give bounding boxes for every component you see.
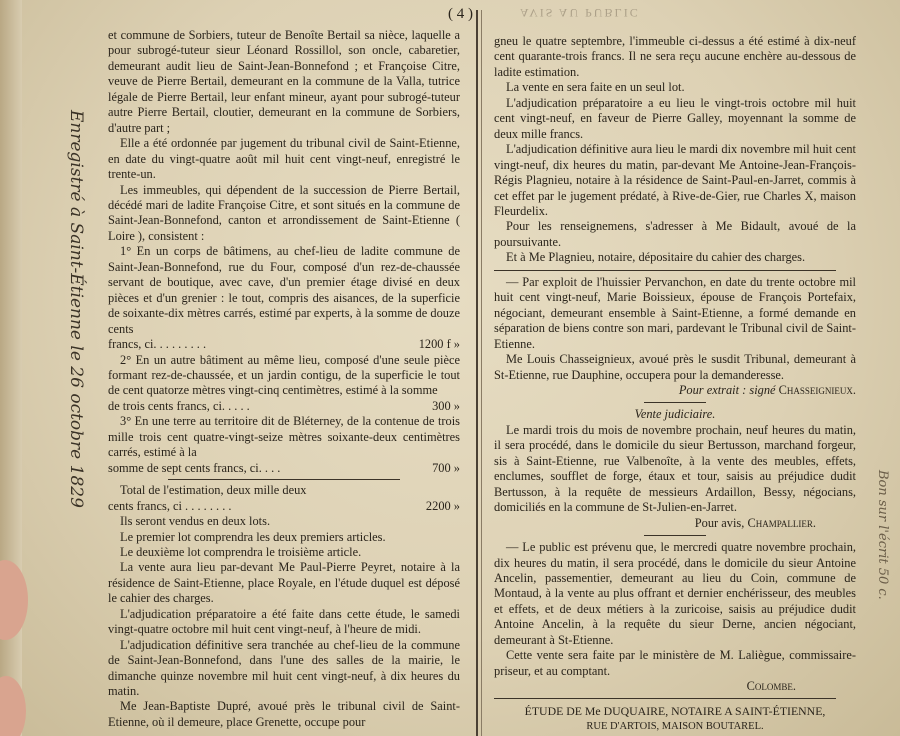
item-3-text: 3° En une terre au territoire dit de Bléterney, de la contenue de trois mille trois cent quatre-vingt-seize mètres soixante-deux centimètres carrés, estimé à la (108, 414, 460, 460)
margin-note-right-text: Bon sur l'écrit 50 c. (875, 470, 890, 600)
signature-prefix: Pour avis, (694, 515, 745, 530)
footer-subheading: RUE D'ARTOIS, MAISON BOUTAREL. (586, 721, 764, 733)
right-paragraph: Me Louis Chasseignieux, avoué près le susdit Tribunal, demeurant à St-Etienne, rue Dauphine, occupera pour la demanderesse. (494, 352, 856, 382)
total-last: cents francs, ci . . . . . . . . (108, 498, 232, 513)
item-1-text: 1° En un corps de bâtimens, au chef-lieu de ladite commune de Saint-Jean-Bonnefond, rue du Four, composé d'un rez-de-chaussée servant de boutique, avec cave, d'un premier étage divisé en deux pièces et d'un grenier : le tout, compris des aisances, de la superficie de soixante-dix mètres carrés, estimé par experts, à la somme de douze cents (108, 244, 460, 336)
item-2-last: de trois cents francs, ci. . . . . (108, 398, 250, 413)
signature-prefix: Pour extrait : signé (678, 382, 776, 397)
total-rule (168, 479, 400, 480)
left-paragraph: Le deuxième lot comprendra le troisième article. (120, 544, 362, 559)
right-paragraph: gneu le quatre septembre, l'immeuble ci-dessus a été estimé à dix-neuf cent quarante-trois francs. Il ne sera reçu aucune enchère au-dessous de ladite estimation. (494, 34, 856, 79)
column-gutter-shadow (481, 10, 482, 736)
signature-name: Chasseignieux. (778, 382, 856, 397)
left-column (108, 28, 460, 730)
left-paragraph: Elle a été ordonnée par jugement du tribunal civil de Saint-Etienne, en date du vingt-quatre août mil huit cent vingt-neuf, enregistré le trente-un. (108, 136, 460, 182)
column-gutter (476, 10, 478, 736)
right-paragraph: — Le public est prévenu que, le mercredi quatre novembre prochain, dix heures du matin, il sera procédé, dans le domicile du sieur Antoine Ancelin, passementier, demeurant au lieu du Coin, commune de Montaud, à la vente au plus offrant et dernier enchérisseur, des meubles et effets, et de deux métiers à la zuricoise, saisis au préjudice dudit Antoine Ancelin, à la requête du sieur Derne, ancien négociant, demeurant à St-Etienne. (494, 540, 856, 647)
section-divider (644, 402, 706, 403)
item-3-amount: 700 » (432, 460, 460, 475)
section-heading (494, 407, 856, 422)
left-paragraph: La vente aura lieu par-devant Me Paul-Pierre Peyret, notaire à la résidence de Saint-Etienne, place Royale, en l'étude duquel est déposé le cahier des charges. (108, 560, 460, 606)
right-paragraph: Cette vente sera faite par le ministère de M. Laliègue, commissaire-priseur, et au comptant. (494, 648, 856, 678)
left-paragraph: et commune de Sorbiers, tuteur de Benoîte Bertail sa nièce, laquelle a pour subrogé-tuteur sieur Léonard Rossillol, son oncle, cabaretier, demeurant audit lieu de Saint-Jean-Bonnefond ; et Françoise Citre, veuve de Pierre Bertail, demeurant en la commune de la Valla, tutrice légale de Pierre Bertail, leur enfant mineur, ayant pour subrogé-tuteur autre Pierre Bertail, cloutier, demeurant en la commune de Sorbiers, d'autre part ; (108, 28, 460, 135)
item-3-amount-line (108, 461, 460, 476)
left-paragraph: Me Jean-Baptiste Dupré, avoué près le tribunal civil de Saint-Etienne, où il demeure, place Grenette, occupe pour (108, 699, 460, 729)
right-paragraph: L'adjudication définitive aura lieu le mardi dix novembre mil huit cent vingt-neuf, dix heures du matin, par-devant Me Antoine-Jean-François-Régis Plagnieu, notaire à la résidence de Saint-Paul-en-Jarret, commis à cet effet par le jugement prédaté, à Rive-de-Gier, rue Charles X, maison Fleurdelix. (494, 142, 856, 218)
item-1-amount-line (108, 337, 460, 352)
right-paragraph: Et à Me Plagnieu, notaire, dépositaire du cahier des charges. (506, 250, 806, 265)
thumb-top (0, 560, 28, 640)
section-divider (644, 535, 706, 536)
left-paragraph: L'adjudication définitive sera tranchée au chef-lieu de la commune de Saint-Jean-Bonnefond, dans l'une des salles de la mairie, le dimanche quinze novembre mil huit cent vingt-neuf, à dix heures du matin. (108, 637, 460, 699)
right-paragraph: La vente en sera faite en un seul lot. (506, 80, 685, 95)
total-amount: 2200 » (425, 498, 460, 513)
page-number: ( 4 ) (448, 6, 473, 22)
handwritten-margin-note (64, 110, 94, 530)
signature-name: Champallier. (747, 515, 816, 530)
section-divider (494, 270, 836, 271)
signature-name: Colombe. (746, 679, 796, 694)
right-paragraph: L'adjudication préparatoire a eu lieu le vingt-trois octobre mil huit cent vingt-neuf, en faveur de Pierre Galley, moyennant la somme de deux mille francs. (494, 95, 856, 141)
footer-heading: ÉTUDE DE Me DUQUAIRE, NOTAIRE A SAINT-ÉTIENNE, (524, 703, 826, 718)
total-text: Total de l'estimation, deux mille deux (120, 483, 307, 498)
right-column (494, 34, 856, 734)
right-paragraph: — Par exploit de l'huissier Pervanchon, en date du trente octobre mil huit cent vingt-neuf, Marie Boissieux, épouse de François Portefaix, négociant, demeurant ensemble à Saint-Etienne, a formé demande en séparation de biens contre son mari, pardevant le Tribunal civil de Saint-Etienne. (494, 274, 856, 351)
item-2-amount-line (108, 399, 460, 414)
left-paragraph: L'adjudication préparatoire a été faite dans cette étude, le samedi vingt-quatre octobre mil huit cent vingt-neuf, à l'heure de midi. (108, 606, 460, 637)
bleed-through-text: AVIS AU PUBLIC (520, 6, 640, 20)
right-paragraph: Pour les renseignemens, s'adresser à Me Bidault, avoué de la poursuivante. (494, 219, 856, 249)
handwritten-right-margin (874, 470, 894, 690)
left-paragraph: Le premier lot comprendra les deux premiers articles. (120, 529, 386, 544)
item-1-amount: 1200 f » (418, 337, 460, 352)
signature-line (494, 383, 856, 398)
item-2-amount: 300 » (432, 398, 460, 413)
item-1-last: francs, ci. . . . . . . . . (108, 337, 207, 352)
item-2-text: 2° En un autre bâtiment au même lieu, composé d'une seule pièce formant rez-de-chaussée, et un jardin contigu, de la superficie le tout de cent quatorze mètres vingt-cinq centimètres, estimé à la somme (108, 352, 460, 398)
item-3-last: somme de sept cents francs, ci. . . . (108, 460, 281, 475)
thumb-bottom (0, 676, 26, 736)
section-divider (494, 698, 836, 699)
signature-line (494, 516, 856, 531)
left-paragraph: Ils seront vendus en deux lots. (120, 514, 271, 529)
total-amount-line (108, 499, 460, 514)
left-paragraph: Les immeubles, qui dépendent de la succession de Pierre Bertail, décédé mari de ladite Françoise Citre, et sont situés en la commune de Saint-Jean-Bonnefond, canton et arrondissement de Saint-Etienne ( Loire ), consistent : (108, 182, 460, 243)
heading-text: Vente judiciaire. (634, 407, 716, 422)
margin-note-text: Enregistré à Saint-Étienne le 26 octobre 1829 (66, 110, 86, 508)
right-paragraph: Le mardi trois du mois de novembre prochain, neuf heures du matin, il sera procédé, dans le domicile du sieur Bertusson, marchand forgeur, sis à Saint-Etienne, rue Valbenoîte, à la vente des meubles, effets, enclumes, soufflet de forge, étaux et tour, saisis au préjudice dudit Bertusson, à la requête de messieurs Ardaillon, Bessy, négocians, domiciliés en la commune de St-Julien-en-Jarret. (494, 422, 856, 515)
